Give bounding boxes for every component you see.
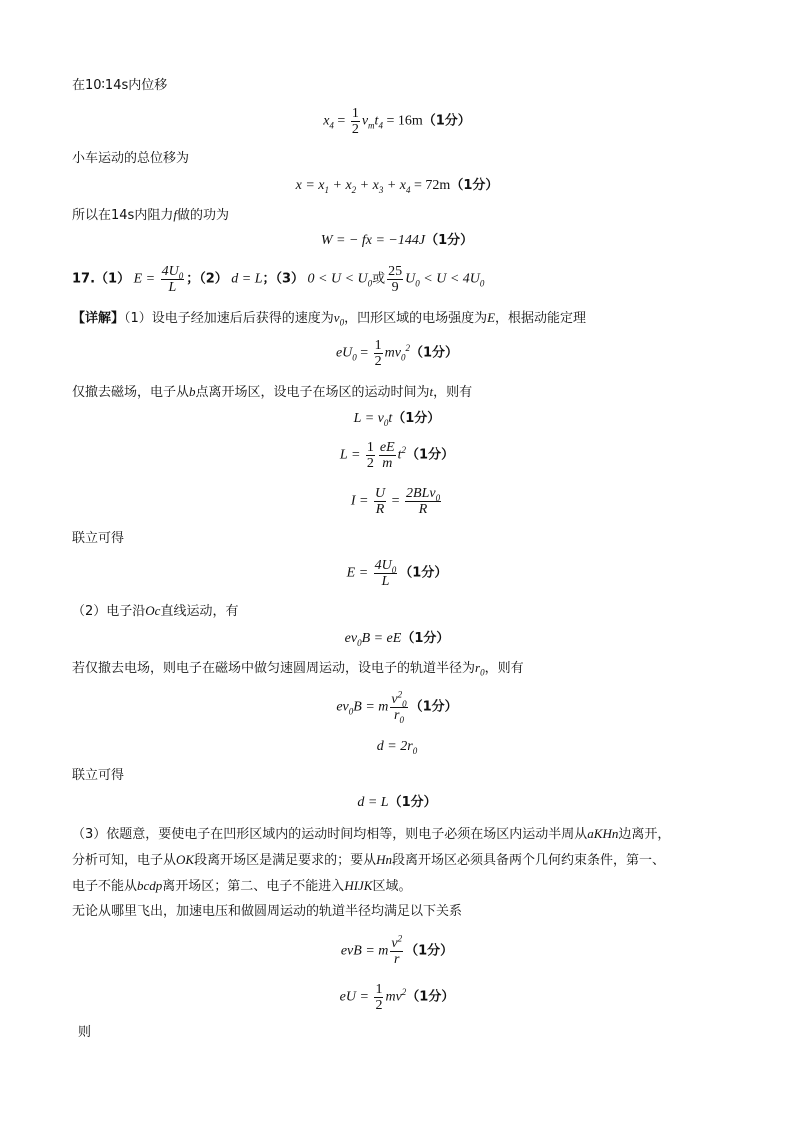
- text-line: 联立可得: [72, 531, 125, 546]
- text-line: （2）电子沿Oc直线运动，有: [72, 603, 239, 619]
- equation-l-acceleration: L = $\frac{1}{2}$ $\frac{eE}{m}$ $t^2(1$分）: [339, 440, 455, 471]
- fraction: $\frac{U}{R}$: [375, 486, 386, 517]
- text: 在10∶14s内位移: [72, 78, 168, 93]
- equation-e-field: E = $\frac{4U_0}{L}$ （1分）: [346, 558, 448, 589]
- text-line: 所以在14s内阻力f做的功为: [72, 207, 229, 223]
- text-line: [72, 77, 167, 95]
- text-line: （3）依题意，要使电子在凹形区域内的运动时间均相等，则电子必须在场区内运动半周从aKHn边离开，: [72, 826, 671, 842]
- text-line: 无论从哪里飞出，加速电压和做圆周运动的轨道半径均满足以下关系: [72, 904, 463, 919]
- equation-force-balance: $ev_0B = eE(1$分）: [344, 631, 450, 648]
- equation-d-l: d = L（1分）: [357, 795, 437, 810]
- equation-current: I = $\frac{U}{R}$ = $\frac{2BLv_0}{R}$: [350, 486, 441, 517]
- text-line: 则: [78, 1025, 92, 1040]
- fraction: $\frac{4U_0}{L}$: [374, 558, 397, 589]
- text-line: 分析可知，电子从OK段离开场区是满足要求的；要从Hn段离开场区必须具备两个几何约束条件，第一、: [72, 852, 665, 868]
- fraction: $\frac{eE}{m}$: [379, 440, 395, 471]
- equation-x4: $x_4$ = $\frac{1}{2}$ $v_mt_4 = 16m(1$分）: [323, 106, 471, 137]
- text-line: 若仅撤去电场，则电子在磁场中做匀速圆周运动，设电子的轨道半径为$r_0$，则有: [72, 660, 524, 678]
- equation-l-v0t: $L = v_0t(1$分）: [353, 411, 441, 428]
- fraction: $\frac{4U_0}{L}$: [161, 264, 184, 295]
- equation-kinetic-energy: $eU_0$ = $\frac{1}{2}$ $mv_0^2(1$分）: [335, 338, 459, 369]
- fraction: $\frac{v^2_0}{r_0}$: [391, 689, 407, 725]
- text-line: 电子不能从bcdp离开场区；第二、电子不能进入HIJK区域。: [72, 878, 412, 894]
- text-line: 小车运动的总位移为: [72, 151, 190, 166]
- fraction: $\frac{1}{2}$: [366, 440, 374, 471]
- equation-work: W = − fx = −144J（1分）: [320, 233, 474, 248]
- equation-evb: evB = m $\frac{v^2}{r}$ （1分）: [340, 933, 454, 967]
- fraction: $\frac{1}{2}$: [375, 982, 383, 1013]
- equation-circular-motion: $ev_0B = m$ $\frac{v^2_0}{r_0}$ （1分）: [336, 689, 458, 725]
- equation-eu: eU = $\frac{1}{2}$ $mv^2(1$分）: [339, 982, 455, 1013]
- fraction: $\frac{25}{9}$: [388, 264, 403, 295]
- fraction: $\frac{v^2}{r}$: [391, 933, 403, 967]
- equation-d-2r0: $d = 2r_0$: [376, 739, 418, 756]
- detail-line: 【详解】（1）设电子经加速后后获得的速度为$v_0$，凹形区域的电场强度为E，根据动能定理: [72, 310, 587, 328]
- equation-total-displacement: $x = x_1 + x_2 + x_3 + x_4 = 72m(1$分）: [295, 178, 499, 195]
- fraction: $\frac{1}{2}$: [374, 338, 382, 369]
- fraction: $\frac{2BLv_0}{R}$: [406, 486, 441, 517]
- fraction: $\frac{1}{2}$: [351, 106, 359, 137]
- text-line: 仅撤去磁场，电子从b点离开场区，设电子在场区的运动时间为t，则有: [72, 384, 473, 400]
- answer-17: 17.（1） E = $\frac{4U_0}{L}$ ；（2） d = L；（3） $0 < U < U_0$或 $\frac{25}{9}$ $U_0 < U < 4U_0$: [72, 264, 485, 295]
- text-line: 联立可得: [72, 768, 125, 783]
